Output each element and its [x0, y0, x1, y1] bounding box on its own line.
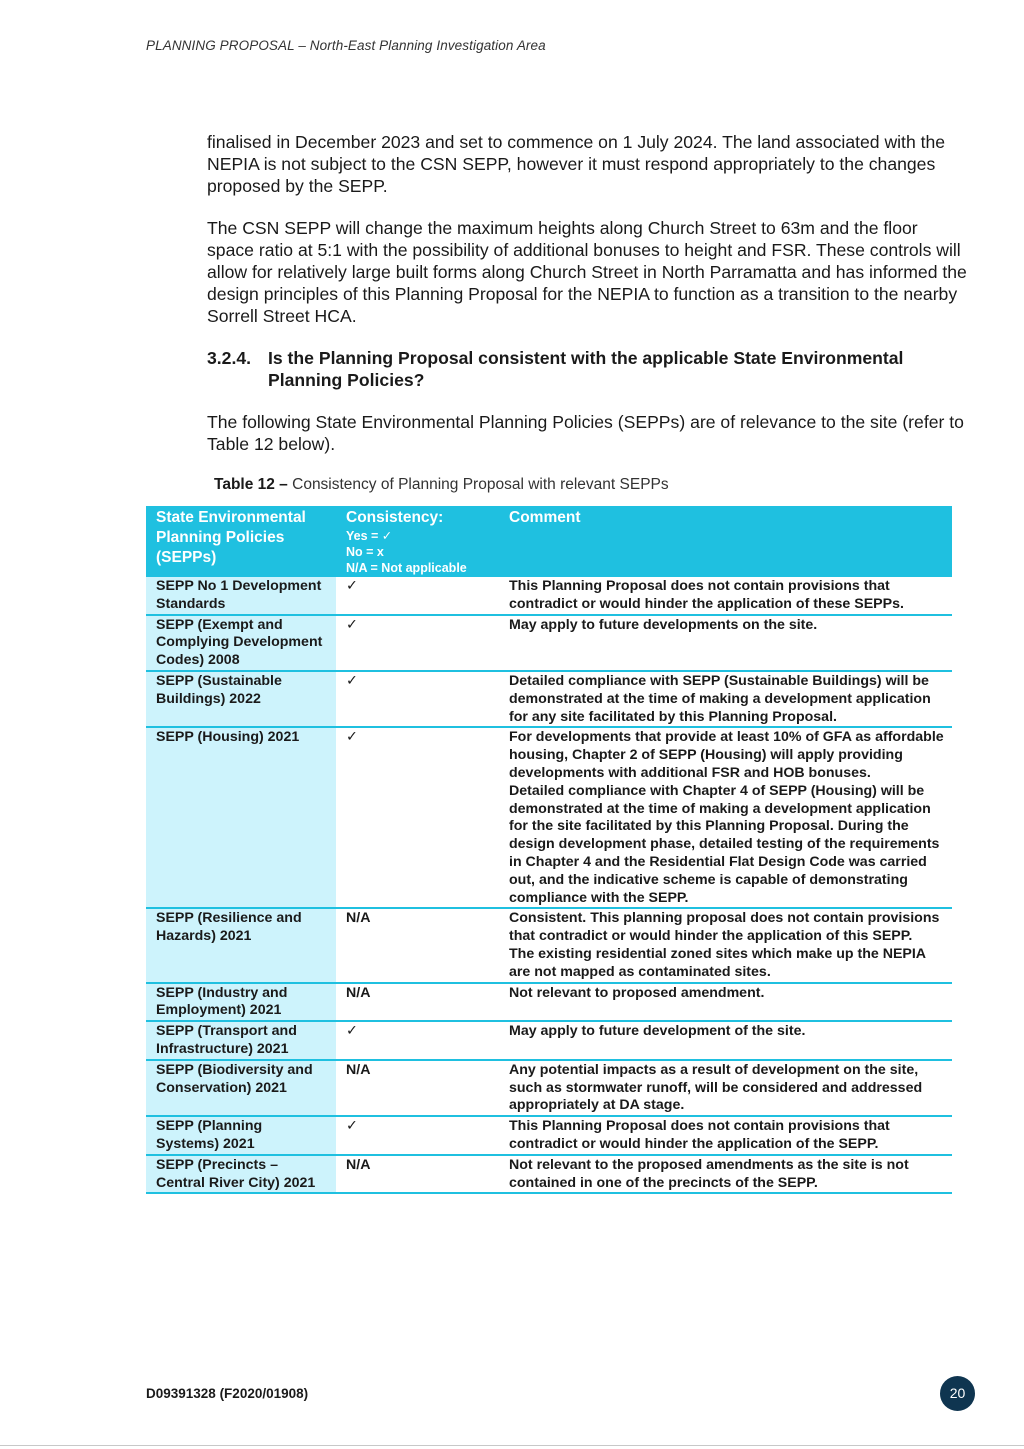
comment-text: Detailed compliance with Chapter 4 of SEPP (Housing) will be demonstrated at the time of making a development application for the site facilitated by this Planning Proposal. During the design development phase, detailed testing of the requirements in Chapter 4 and the Residential Flat Design Code was carried out, and the indicative scheme is capable of demonstrating compliance with the SEPP.: [509, 782, 940, 906]
policy-cell: SEPP (Biodiversity and Conservation) 2021: [146, 1060, 336, 1116]
comment-cell: [499, 615, 952, 671]
page-number-badge: 20: [940, 1376, 975, 1411]
consistency-cell: ✓: [336, 1021, 499, 1060]
consistency-cell: N/A: [336, 1155, 499, 1194]
consistency-cell: N/A: [336, 908, 499, 982]
consistency-cell: ✓: [336, 577, 499, 615]
legend-no: No = x: [346, 545, 384, 559]
comment-cell: [499, 1021, 952, 1060]
comment-cell: [499, 1116, 952, 1155]
table-row: [146, 1116, 952, 1155]
comment-cell: [499, 727, 952, 908]
table-row: [146, 615, 952, 671]
table-row: [146, 1155, 952, 1194]
header-consistency: [336, 506, 499, 577]
comment-text: Detailed compliance with SEPP (Sustainable Buildings) will be demonstrated at the time of making a development application for any site facilitated by this Planning Proposal.: [509, 672, 931, 725]
section-number: 3.2.4.: [207, 348, 252, 368]
comment-text: The existing residential zoned sites which make up the NEPIA are not mapped as contaminated sites.: [509, 945, 926, 980]
section-title: Is the Planning Proposal consistent with the applicable State Environmental Planning Policies?: [268, 348, 904, 390]
comment-text: May apply to future development of the site.: [509, 1023, 806, 1040]
comment-cell: [499, 983, 952, 1022]
comment-cell: [499, 908, 952, 982]
table-row: [146, 983, 952, 1022]
comment-text: May apply to future developments on the site.: [509, 616, 818, 633]
table-caption-text: Consistency of Planning Proposal with relevant SEPPs: [292, 476, 669, 493]
table-header-row: [146, 506, 952, 577]
comment-text: Any potential impacts as a result of development on the site, such as stormwater runoff, will be considered and addressed appropriately at DA stage.: [509, 1061, 923, 1114]
comment-text: For developments that provide at least 10% of GFA as affordable housing, Chapter 2 of SEPP (Housing) will apply providing developments with additional FSR and HOB bonuses.: [509, 729, 944, 781]
comment-text: Not relevant to proposed amendment.: [509, 984, 765, 1001]
header-consistency-label: Consistency:: [346, 509, 444, 526]
comment-cell: [499, 671, 952, 727]
policy-cell: SEPP (Planning Systems) 2021: [146, 1116, 336, 1155]
header-comment: Comment: [499, 506, 952, 577]
policy-cell: SEPP No 1 Development Standards: [146, 577, 336, 615]
comment-cell: [499, 1155, 952, 1194]
consistency-cell: N/A: [336, 983, 499, 1022]
paragraph-csn-sepp: The CSN SEPP will change the maximum heights along Church Street to 63m and the floor space ratio at 5:1 with the possibility of additional bonuses to height and FSR. These controls will allow for relatively large built forms along Church Street in North Parramatta and has informed the design principles of this Planning Proposal for the NEPIA to function as a transition to the nearby Sorrell Street HCA.: [207, 218, 967, 326]
policy-cell: SEPP (Exempt and Complying Development Codes) 2008: [146, 615, 336, 671]
comment-cell: [499, 1060, 952, 1116]
table-row: [146, 671, 952, 727]
consistency-cell: ✓: [336, 671, 499, 727]
policy-cell: SEPP (Transport and Infrastructure) 2021: [146, 1021, 336, 1060]
paragraph-sepp-relevance: The following State Environmental Planning Policies (SEPPs) are of relevance to the site (refer to Table 12 below).: [207, 412, 964, 454]
page-bottom-divider: [0, 1445, 1024, 1446]
comment-cell: [499, 577, 952, 615]
table-caption-label: Table 12 –: [214, 476, 288, 493]
legend-na: N/A = Not applicable: [346, 561, 467, 575]
policy-cell: SEPP (Precincts – Central River City) 2021: [146, 1155, 336, 1194]
table-caption: [214, 476, 669, 494]
legend-yes: Yes = ✓: [346, 529, 393, 543]
comment-text: Consistent. This planning proposal does not contain provisions that contradict or would hinder the application of this SEPP.: [509, 910, 940, 945]
header-policy: State Environmental Planning Policies (SEPPs): [146, 506, 336, 577]
running-header: PLANNING PROPOSAL – North-East Planning Investigation Area: [146, 38, 546, 53]
consistency-cell: N/A: [336, 1060, 499, 1116]
table-row: [146, 908, 952, 982]
section-heading: [207, 347, 967, 391]
table-row: [146, 1060, 952, 1116]
policy-cell: SEPP (Resilience and Hazards) 2021: [146, 908, 336, 982]
paragraph-intro: finalised in December 2023 and set to commence on 1 July 2024. The land associated with the NEPIA is not subject to the CSN SEPP, however it must respond appropriately to the changes proposed by the SEPP.: [207, 132, 946, 196]
consistency-cell: ✓: [336, 727, 499, 908]
sepp-consistency-table: [146, 506, 952, 1194]
policy-cell: SEPP (Industry and Employment) 2021: [146, 983, 336, 1022]
comment-text: Not relevant to the proposed amendments as the site is not contained in one of the precincts of the SEPP.: [509, 1156, 909, 1191]
consistency-cell: ✓: [336, 1116, 499, 1155]
table-row: [146, 1021, 952, 1060]
comment-text: This Planning Proposal does not contain provisions that contradict or would hinder the application of these SEPPs.: [509, 578, 904, 612]
table-row: [146, 727, 952, 908]
policy-cell: SEPP (Housing) 2021: [146, 727, 336, 908]
document-reference: D09391328 (F2020/01908): [146, 1386, 309, 1401]
table-row: [146, 577, 952, 615]
comment-text: This Planning Proposal does not contain provisions that contradict or would hinder the application of the SEPP.: [509, 1118, 890, 1152]
consistency-cell: ✓: [336, 615, 499, 671]
policy-cell: SEPP (Sustainable Buildings) 2022: [146, 671, 336, 727]
